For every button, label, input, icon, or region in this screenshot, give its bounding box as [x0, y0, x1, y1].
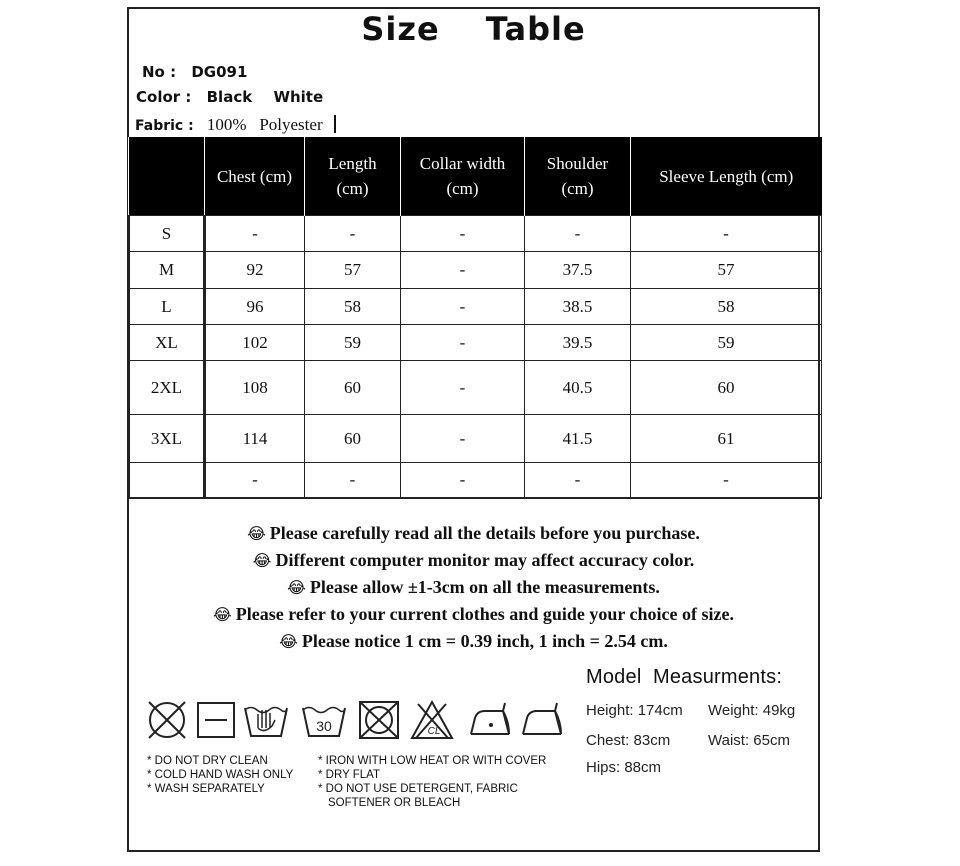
purchase-notes	[127, 520, 820, 655]
care-instructions-right	[318, 754, 546, 810]
size-table	[127, 137, 822, 499]
note-text: Please carefully read all the details before you purchase.	[269, 523, 700, 543]
cell-shoulder: 41.5	[525, 415, 631, 463]
care-item: SOFTENER OR BLEACH	[328, 797, 461, 809]
cell-size: XL	[129, 325, 205, 361]
page-title: Size Table	[361, 10, 586, 48]
cell-size: 3XL	[129, 415, 205, 463]
laughing-face-icon: 😂	[247, 524, 266, 543]
cell-length: 60	[305, 361, 401, 415]
cell-sleeve-length: -	[631, 463, 822, 498]
cell-chest: 102	[205, 325, 305, 361]
header-length-label: Length (cm)	[328, 154, 377, 198]
care-instructions-left	[147, 754, 293, 796]
note-item	[127, 547, 820, 574]
table-row	[129, 216, 822, 252]
cell-chest: 114	[205, 415, 305, 463]
laughing-face-icon: 😂	[213, 605, 232, 624]
cell-length: -	[305, 216, 401, 252]
header-collar-width-label: Collar width (cm)	[419, 154, 506, 198]
note-item	[127, 520, 820, 547]
cell-size: 2XL	[129, 361, 205, 415]
care-item: * DRY FLAT	[318, 769, 380, 781]
header-length	[305, 137, 401, 216]
note-text: Please refer to your current clothes and guide your choice of size.	[235, 604, 734, 624]
dry-flat-icon	[195, 698, 237, 742]
cell-sleeve-length: -	[631, 216, 822, 252]
header-shoulder	[525, 137, 631, 216]
cell-size: L	[129, 289, 205, 325]
no-tumble-dry-icon	[357, 698, 403, 742]
cell-sleeve-length: 59	[631, 325, 822, 361]
header-collar-width	[401, 137, 525, 216]
table-row	[129, 463, 822, 498]
color-label: Color :	[136, 88, 192, 106]
model-waist: Waist: 65cm	[708, 732, 790, 749]
header-size	[129, 137, 205, 216]
care-item: * COLD HAND WASH ONLY	[147, 769, 294, 781]
text-cursor	[334, 115, 336, 133]
note-text: Different computer monitor may affect accuracy color.	[275, 550, 695, 570]
model-weight: Weight: 49kg	[708, 702, 796, 719]
note-text: Please notice 1 cm = 0.39 inch, 1 inch = 2.54 cm.	[301, 631, 668, 651]
product-colors	[136, 88, 339, 106]
header-chest	[205, 137, 305, 216]
cell-shoulder: 37.5	[525, 252, 631, 289]
care-item: * DO NOT DRY CLEAN	[147, 755, 268, 767]
laughing-face-icon: 😂	[252, 551, 272, 570]
laughing-face-icon: 😂	[279, 632, 298, 651]
size-table-header	[129, 137, 822, 216]
cell-chest: 108	[205, 361, 305, 415]
cell-shoulder: 40.5	[525, 361, 631, 415]
cell-sleeve-length: 58	[631, 289, 822, 325]
cell-size: S	[129, 216, 205, 252]
cell-shoulder: -	[525, 216, 631, 252]
header-sleeve-length-label: Sleeve Length (cm)	[659, 166, 794, 186]
color-value-black: Black	[206, 88, 253, 106]
iron-icon	[519, 698, 565, 742]
cell-collar-width: -	[401, 289, 525, 325]
product-number-value: DG091	[191, 63, 248, 81]
color-value-white: White	[273, 88, 324, 106]
table-row	[129, 325, 822, 361]
header-chest-label: Chest (cm)	[216, 166, 293, 186]
fabric-label: Fabric :	[135, 118, 194, 134]
cell-collar-width: -	[401, 463, 525, 498]
wash-temperature: 30	[316, 718, 332, 734]
cell-length: 60	[305, 415, 401, 463]
cell-sleeve-length: 61	[631, 415, 822, 463]
cell-chest: 92	[205, 252, 305, 289]
cell-sleeve-length: 60	[631, 361, 822, 415]
cell-collar-width: -	[401, 325, 525, 361]
fabric-value: 100% Polyester	[206, 115, 323, 134]
cell-collar-width: -	[401, 415, 525, 463]
model-hips: Hips: 88cm	[586, 759, 662, 776]
laughing-face-icon: 😂	[287, 578, 306, 597]
note-text: Please allow ±1-3cm on all the measurements.	[309, 577, 660, 597]
product-number	[142, 63, 247, 81]
cell-chest: -	[205, 216, 305, 252]
note-item	[127, 601, 820, 628]
table-row	[129, 289, 822, 325]
model-measurements	[586, 666, 796, 776]
model-title: Model Measurments:	[586, 666, 783, 688]
cell-length: 57	[305, 252, 401, 289]
cell-collar-width: -	[401, 361, 525, 415]
cell-chest: -	[205, 463, 305, 498]
table-row	[129, 361, 822, 415]
iron-low-icon	[467, 698, 513, 742]
table-row	[129, 252, 822, 289]
note-item	[127, 628, 820, 655]
no-dry-clean-icon	[145, 698, 189, 742]
note-item	[127, 574, 820, 601]
cell-collar-width: -	[401, 252, 525, 289]
svg-text:CL: CL	[427, 726, 441, 737]
cell-size: M	[129, 252, 205, 289]
hand-wash-icon	[242, 698, 290, 742]
wash-30-icon	[300, 698, 348, 742]
product-number-label: No :	[142, 63, 177, 81]
cell-length: -	[305, 463, 401, 498]
care-item: * DO NOT USE DETERGENT, FABRIC	[318, 783, 518, 795]
care-item: * IRON WITH LOW HEAT OR WITH COVER	[318, 755, 547, 767]
cell-shoulder: 39.5	[525, 325, 631, 361]
header-shoulder-label: Shoulder (cm)	[546, 154, 609, 198]
cell-collar-width: -	[401, 216, 525, 252]
model-height: Height: 174cm	[586, 702, 683, 719]
header-sleeve-length	[631, 137, 822, 216]
product-fabric	[135, 115, 336, 135]
no-bleach-icon	[410, 698, 456, 742]
cell-shoulder: 38.5	[525, 289, 631, 325]
care-item: * WASH SEPARATELY	[147, 783, 265, 795]
care-icons	[145, 698, 565, 748]
cell-shoulder: -	[525, 463, 631, 498]
cell-size	[129, 463, 205, 498]
cell-length: 58	[305, 289, 401, 325]
cell-chest: 96	[205, 289, 305, 325]
table-row	[129, 415, 822, 463]
cell-length: 59	[305, 325, 401, 361]
model-chest: Chest: 83cm	[586, 732, 671, 749]
cell-sleeve-length: 57	[631, 252, 822, 289]
